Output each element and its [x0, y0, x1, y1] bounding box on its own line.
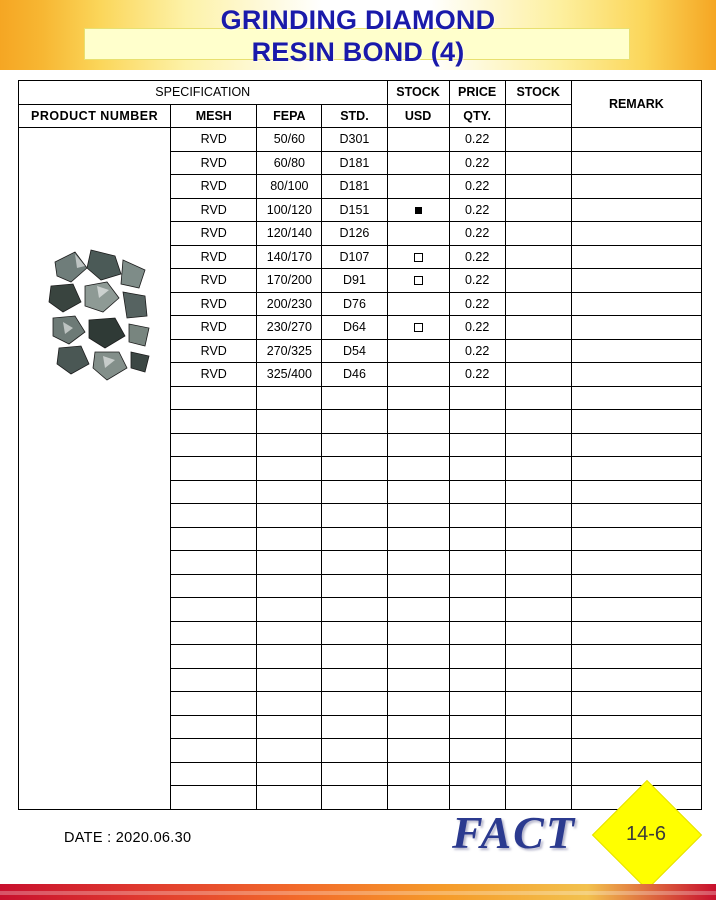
- cell-remark: [571, 386, 701, 410]
- cell-stock-qty: [505, 151, 571, 175]
- cell-fepa: [322, 598, 387, 622]
- cell-remark: [571, 739, 701, 763]
- column-header-product-number: PRODUCT NUMBER: [19, 104, 171, 128]
- cell-mesh: [257, 504, 322, 528]
- cell-fepa: [322, 480, 387, 504]
- cell-stock-std: [387, 245, 449, 269]
- cell-product-number: [171, 692, 257, 716]
- cell-stock-std: [387, 292, 449, 316]
- cell-price-usd: [449, 480, 505, 504]
- cell-stock-qty: [505, 128, 571, 152]
- cell-stock-std: [387, 410, 449, 434]
- cell-stock-std: [387, 598, 449, 622]
- cell-stock-std: [387, 151, 449, 175]
- cell-remark: [571, 175, 701, 199]
- column-header-price-bottom: USD: [387, 104, 449, 128]
- cell-product-number: [171, 386, 257, 410]
- cell-stock-qty: [505, 222, 571, 246]
- cell-stock-qty: [505, 433, 571, 457]
- cell-remark: [571, 598, 701, 622]
- cell-stock-qty: [505, 316, 571, 340]
- cell-price-usd: 0.22: [449, 363, 505, 387]
- cell-stock-std: [387, 762, 449, 786]
- footer-color-bar-highlight: [0, 891, 716, 895]
- cell-price-usd: [449, 551, 505, 575]
- cell-stock-std: [387, 175, 449, 199]
- cell-mesh: [257, 762, 322, 786]
- specification-table: [18, 80, 702, 810]
- table-header-row-1: [19, 81, 702, 105]
- cell-mesh: 80/100: [257, 175, 322, 199]
- stock-std-mark-open: [414, 323, 423, 332]
- cell-stock-qty: [505, 410, 571, 434]
- cell-fepa: [322, 692, 387, 716]
- cell-stock-qty: [505, 457, 571, 481]
- cell-product-number: [171, 457, 257, 481]
- cell-stock-std: [387, 386, 449, 410]
- cell-remark: [571, 762, 701, 786]
- cell-stock-std: [387, 269, 449, 293]
- cell-price-usd: 0.22: [449, 245, 505, 269]
- cell-stock-qty: [505, 292, 571, 316]
- cell-remark: [571, 222, 701, 246]
- cell-product-number: RVD: [171, 245, 257, 269]
- cell-mesh: 270/325: [257, 339, 322, 363]
- cell-price-usd: [449, 457, 505, 481]
- cell-remark: [571, 668, 701, 692]
- cell-stock-std: [387, 668, 449, 692]
- cell-fepa: D181: [322, 175, 387, 199]
- cell-stock-qty: [505, 551, 571, 575]
- cell-fepa: [322, 645, 387, 669]
- cell-mesh: 120/140: [257, 222, 322, 246]
- cell-fepa: [322, 621, 387, 645]
- cell-price-usd: [449, 410, 505, 434]
- cell-stock-qty: [505, 645, 571, 669]
- cell-stock-qty: [505, 739, 571, 763]
- column-header-stock-std-bottom: STD.: [322, 104, 387, 128]
- cell-remark: [571, 269, 701, 293]
- cell-stock-std: [387, 645, 449, 669]
- cell-product-number: [171, 433, 257, 457]
- cell-fepa: D46: [322, 363, 387, 387]
- cell-mesh: [257, 645, 322, 669]
- cell-stock-std: [387, 433, 449, 457]
- cell-product-number: [171, 527, 257, 551]
- cell-fepa: [322, 504, 387, 528]
- cell-mesh: [257, 457, 322, 481]
- cell-price-usd: [449, 527, 505, 551]
- cell-fepa: [322, 410, 387, 434]
- cell-remark: [571, 480, 701, 504]
- cell-mesh: [257, 598, 322, 622]
- cell-remark: [571, 692, 701, 716]
- cell-price-usd: [449, 504, 505, 528]
- cell-fepa: [322, 715, 387, 739]
- cell-remark: [571, 504, 701, 528]
- cell-stock-qty: [505, 692, 571, 716]
- cell-stock-std: [387, 621, 449, 645]
- cell-stock-std: [387, 339, 449, 363]
- cell-stock-std: [387, 551, 449, 575]
- cell-product-number: [171, 598, 257, 622]
- cell-product-number: RVD: [171, 292, 257, 316]
- cell-price-usd: [449, 574, 505, 598]
- cell-remark: [571, 527, 701, 551]
- product-photo-holder: [19, 128, 170, 809]
- cell-product-number: RVD: [171, 222, 257, 246]
- cell-fepa: [322, 527, 387, 551]
- cell-fepa: D54: [322, 339, 387, 363]
- page-footer: [0, 788, 716, 900]
- cell-fepa: D64: [322, 316, 387, 340]
- cell-fepa: [322, 457, 387, 481]
- cell-product-number: RVD: [171, 339, 257, 363]
- cell-product-number: RVD: [171, 316, 257, 340]
- footer-color-bar: [0, 884, 716, 900]
- cell-price-usd: 0.22: [449, 198, 505, 222]
- cell-remark: [571, 151, 701, 175]
- cell-stock-std: [387, 692, 449, 716]
- cell-price-usd: 0.22: [449, 222, 505, 246]
- cell-stock-std: [387, 739, 449, 763]
- cell-mesh: [257, 692, 322, 716]
- cell-remark: [571, 551, 701, 575]
- cell-product-number: [171, 504, 257, 528]
- cell-product-number: [171, 645, 257, 669]
- column-header-remark: REMARK: [571, 81, 701, 128]
- page-title-line-1: GRINDING DIAMOND: [220, 5, 496, 35]
- page-number: 14-6: [625, 822, 667, 845]
- cell-product-number: RVD: [171, 269, 257, 293]
- cell-fepa: D181: [322, 151, 387, 175]
- cell-stock-qty: [505, 480, 571, 504]
- cell-mesh: 170/200: [257, 269, 322, 293]
- cell-price-usd: [449, 621, 505, 645]
- cell-price-usd: [449, 692, 505, 716]
- page-header: [0, 0, 716, 70]
- cell-mesh: 200/230: [257, 292, 322, 316]
- cell-mesh: [257, 433, 322, 457]
- cell-stock-qty: [505, 175, 571, 199]
- cell-fepa: [322, 433, 387, 457]
- cell-product-number: RVD: [171, 151, 257, 175]
- cell-stock-qty: [505, 715, 571, 739]
- cell-remark: [571, 339, 701, 363]
- cell-stock-qty: [505, 245, 571, 269]
- cell-price-usd: 0.22: [449, 175, 505, 199]
- cell-mesh: [257, 668, 322, 692]
- column-header-specification: SPECIFICATION: [19, 81, 388, 105]
- cell-product-number: RVD: [171, 198, 257, 222]
- table-row: [19, 128, 702, 152]
- cell-mesh: [257, 527, 322, 551]
- cell-stock-qty: [505, 668, 571, 692]
- cell-mesh: 325/400: [257, 363, 322, 387]
- cell-product-number: [171, 410, 257, 434]
- cell-remark: [571, 621, 701, 645]
- cell-fepa: [322, 739, 387, 763]
- cell-product-number: [171, 715, 257, 739]
- cell-stock-qty: [505, 762, 571, 786]
- cell-remark: [571, 645, 701, 669]
- cell-remark: [571, 457, 701, 481]
- cell-product-number: RVD: [171, 363, 257, 387]
- cell-remark: [571, 292, 701, 316]
- cell-stock-qty: [505, 339, 571, 363]
- cell-remark: [571, 574, 701, 598]
- cell-mesh: 60/80: [257, 151, 322, 175]
- specification-table-container: [18, 80, 702, 810]
- stock-std-mark-open: [414, 253, 423, 262]
- cell-price-usd: [449, 739, 505, 763]
- cell-remark: [571, 363, 701, 387]
- cell-product-number: RVD: [171, 175, 257, 199]
- cell-fepa: D301: [322, 128, 387, 152]
- cell-mesh: 140/170: [257, 245, 322, 269]
- page-title-line-2: RESIN BOND (4): [251, 37, 465, 67]
- cell-stock-std: [387, 480, 449, 504]
- cell-fepa: D151: [322, 198, 387, 222]
- cell-price-usd: [449, 715, 505, 739]
- cell-stock-std: [387, 457, 449, 481]
- cell-product-number: [171, 762, 257, 786]
- cell-fepa: [322, 574, 387, 598]
- cell-stock-qty: [505, 574, 571, 598]
- cell-mesh: [257, 386, 322, 410]
- cell-fepa: [322, 668, 387, 692]
- table-body: [19, 128, 702, 810]
- cell-stock-std: [387, 222, 449, 246]
- cell-stock-std: [387, 504, 449, 528]
- cell-mesh: [257, 551, 322, 575]
- cell-price-usd: 0.22: [449, 128, 505, 152]
- cell-stock-qty: [505, 621, 571, 645]
- column-header-stock-qty-top: STOCK: [505, 81, 571, 105]
- cell-stock-std: [387, 574, 449, 598]
- cell-product-number: [171, 574, 257, 598]
- cell-fepa: D107: [322, 245, 387, 269]
- cell-fepa: [322, 386, 387, 410]
- product-photo-cell: [19, 128, 171, 810]
- cell-stock-std: [387, 715, 449, 739]
- cell-price-usd: [449, 598, 505, 622]
- cell-stock-std: [387, 316, 449, 340]
- cell-mesh: [257, 480, 322, 504]
- cell-price-usd: 0.22: [449, 151, 505, 175]
- cell-price-usd: 0.22: [449, 339, 505, 363]
- cell-stock-std: [387, 198, 449, 222]
- column-header-mesh: MESH: [171, 104, 257, 128]
- cell-mesh: [257, 739, 322, 763]
- cell-remark: [571, 433, 701, 457]
- cell-mesh: 50/60: [257, 128, 322, 152]
- cell-stock-qty: [505, 269, 571, 293]
- cell-price-usd: [449, 433, 505, 457]
- cell-fepa: [322, 762, 387, 786]
- cell-remark: [571, 245, 701, 269]
- cell-stock-qty: [505, 198, 571, 222]
- cell-stock-std: [387, 527, 449, 551]
- cell-price-usd: 0.22: [449, 292, 505, 316]
- document-date: DATE : 2020.06.30: [64, 830, 192, 846]
- cell-mesh: [257, 621, 322, 645]
- cell-mesh: [257, 715, 322, 739]
- cell-stock-qty: [505, 527, 571, 551]
- cell-product-number: [171, 668, 257, 692]
- cell-remark: [571, 715, 701, 739]
- cell-mesh: 230/270: [257, 316, 322, 340]
- cell-stock-qty: [505, 386, 571, 410]
- cell-mesh: [257, 410, 322, 434]
- column-header-stock-qty-bottom: QTY.: [449, 104, 505, 128]
- cell-mesh: 100/120: [257, 198, 322, 222]
- cell-price-usd: [449, 645, 505, 669]
- cell-remark: [571, 316, 701, 340]
- cell-stock-qty: [505, 363, 571, 387]
- cell-fepa: D91: [322, 269, 387, 293]
- cell-price-usd: [449, 386, 505, 410]
- column-header-price-top: PRICE: [449, 81, 505, 105]
- cell-stock-std: [387, 363, 449, 387]
- cell-product-number: [171, 621, 257, 645]
- cell-remark: [571, 128, 701, 152]
- page-title: [0, 0, 716, 68]
- cell-price-usd: [449, 762, 505, 786]
- cell-price-usd: 0.22: [449, 269, 505, 293]
- cell-fepa: D126: [322, 222, 387, 246]
- cell-product-number: [171, 551, 257, 575]
- cell-remark: [571, 198, 701, 222]
- cell-stock-std: [387, 128, 449, 152]
- column-header-fepa: FEPA: [257, 104, 322, 128]
- cell-product-number: RVD: [171, 128, 257, 152]
- cell-price-usd: 0.22: [449, 316, 505, 340]
- cell-remark: [571, 410, 701, 434]
- cell-price-usd: [449, 668, 505, 692]
- cell-mesh: [257, 574, 322, 598]
- diamond-grit-photo: [41, 240, 159, 392]
- cell-fepa: [322, 551, 387, 575]
- cell-fepa: D76: [322, 292, 387, 316]
- cell-stock-qty: [505, 598, 571, 622]
- cell-product-number: [171, 739, 257, 763]
- column-header-stock-std-top: STOCK: [387, 81, 449, 105]
- cell-stock-qty: [505, 504, 571, 528]
- stock-std-mark-filled: [415, 207, 422, 214]
- cell-product-number: [171, 480, 257, 504]
- table-head: [19, 81, 702, 128]
- stock-std-mark-open: [414, 276, 423, 285]
- fact-logo: FACT: [452, 807, 576, 858]
